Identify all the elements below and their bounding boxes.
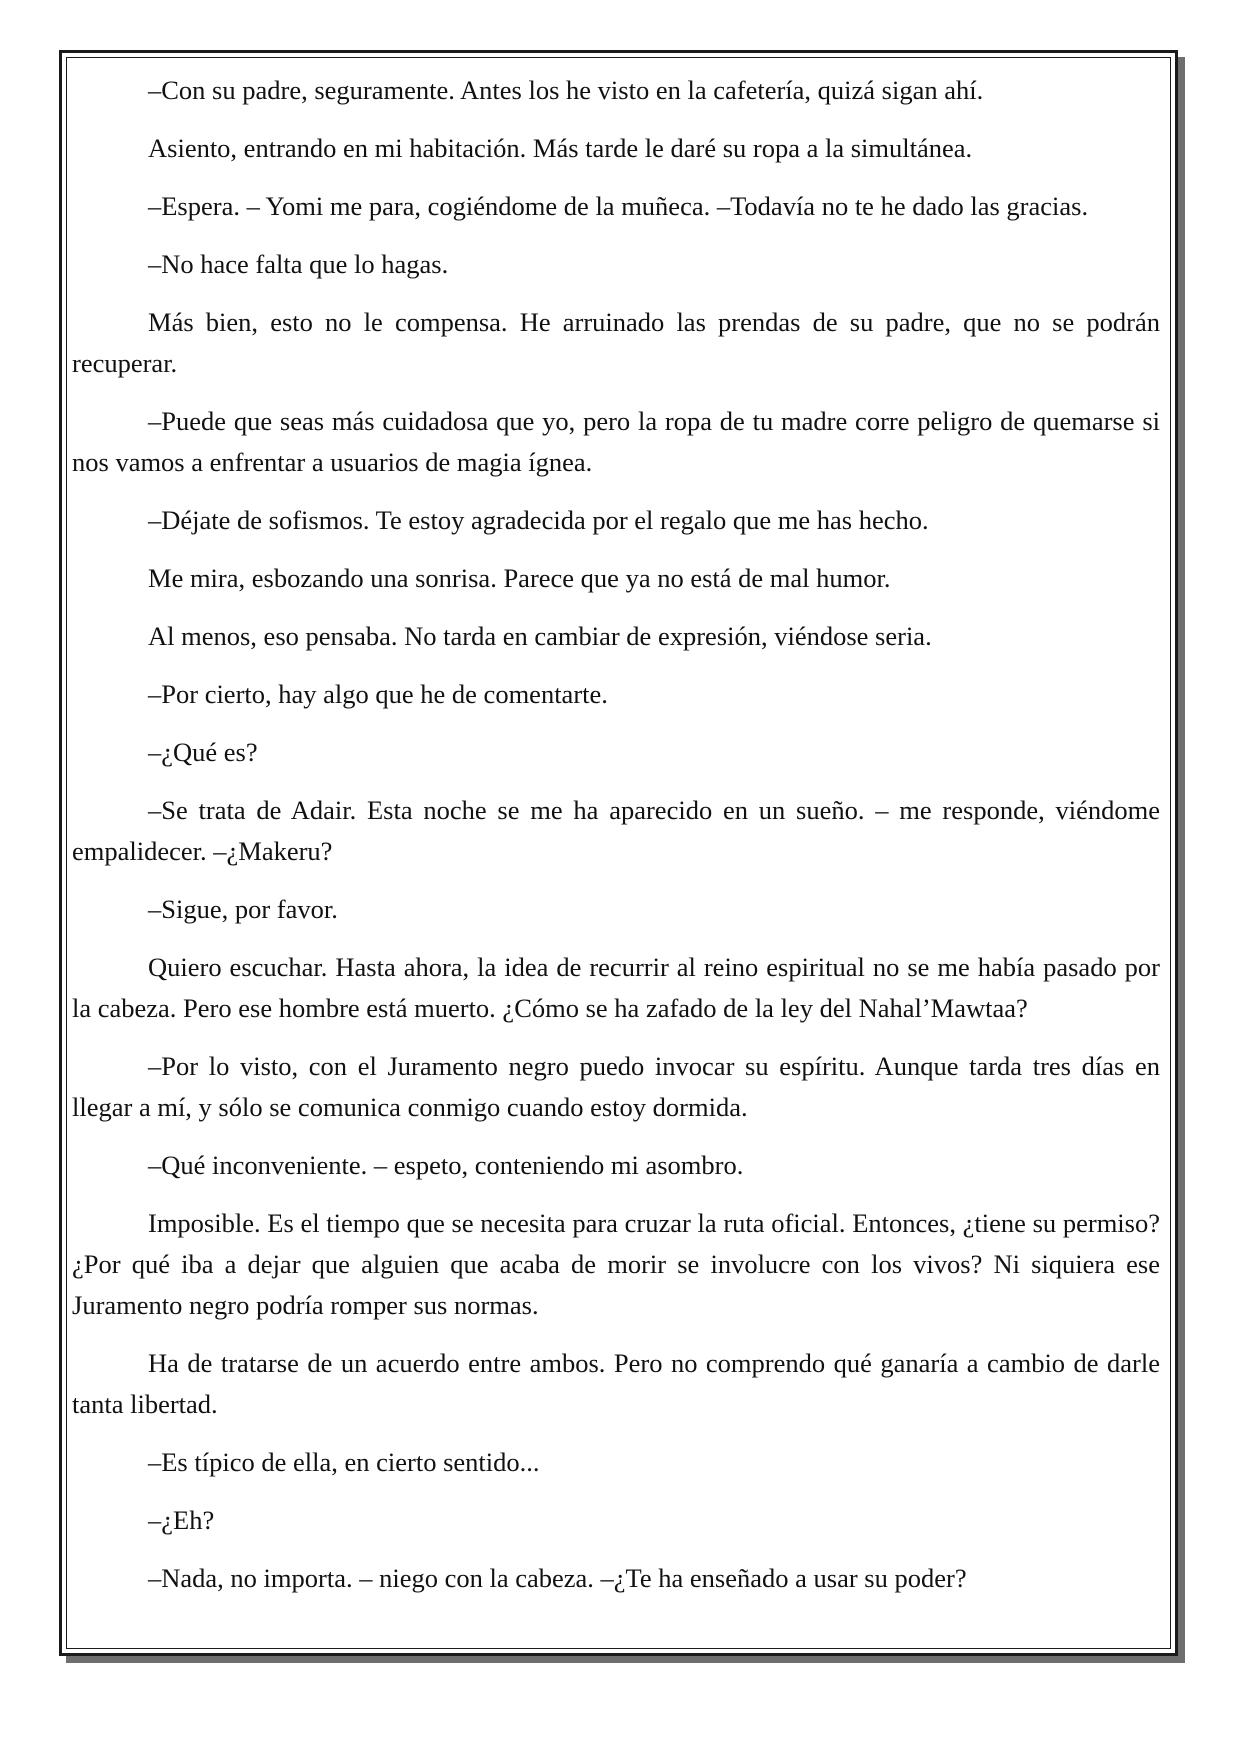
paragraph: –No hace falta que lo hagas. — [148, 249, 449, 279]
paragraph: –Espera. – Yomi me para, cogiéndome de la muñeca. –Todavía no te he dado las gracias. — [148, 191, 1089, 221]
document-body — [72, 70, 1160, 1616]
paragraph: –¿Qué es? — [148, 737, 258, 767]
paragraph: Ha de tratarse de un acuerdo entre ambos. Pero no comprendo qué ganaría a cambio de darle tanta libertad. — [72, 1348, 1160, 1419]
paragraph: –Por cierto, hay algo que he de comentarte. — [148, 679, 608, 709]
paragraph: –Por lo visto, con el Juramento negro puedo invocar su espíritu. Aunque tarda tres días en llegar a mí, y sólo se comunica conmigo cuando estoy dormida. — [72, 1051, 1160, 1122]
paragraph: –¿Eh? — [148, 1505, 215, 1535]
paragraph: Más bien, esto no le compensa. He arruinado las prendas de su padre, que no se podrán recuperar. — [72, 307, 1160, 378]
paragraph: Al menos, eso pensaba. No tarda en cambiar de expresión, viéndose seria. — [148, 621, 932, 651]
paragraph: Me mira, esbozando una sonrisa. Parece que ya no está de mal humor. — [148, 563, 891, 593]
paragraph: –Con su padre, seguramente. Antes los he visto en la cafetería, quizá sigan ahí. — [148, 75, 984, 105]
paragraph: Asiento, entrando en mi habitación. Más tarde le daré su ropa a la simultánea. — [148, 133, 973, 163]
paragraph: –Sigue, por favor. — [148, 894, 338, 924]
paragraph: –Nada, no importa. – niego con la cabeza. –¿Te ha enseñado a usar su poder? — [148, 1563, 967, 1593]
paragraph: Quiero escuchar. Hasta ahora, la idea de recurrir al reino espiritual no se me había pasado por la cabeza. Pero ese hombre está muerto. ¿Cómo se ha zafado de la ley del Nahal’Mawtaa? — [72, 952, 1160, 1023]
paragraph: –Es típico de ella, en cierto sentido... — [148, 1447, 540, 1477]
paragraph: –Déjate de sofismos. Te estoy agradecida por el regalo que me has hecho. — [148, 505, 929, 535]
paragraph: –Qué inconveniente. – espeto, conteniendo mi asombro. — [148, 1150, 744, 1180]
paragraph: Imposible. Es el tiempo que se necesita para cruzar la ruta oficial. Entonces, ¿tiene su permiso? ¿Por qué iba a dejar que alguien que acaba de morir se involucre con los vivos? Ni siquiera ese Juramento negro podría romper sus normas. — [72, 1208, 1160, 1320]
paragraph: –Puede que seas más cuidadosa que yo, pero la ropa de tu madre corre peligro de quemarse si nos vamos a enfrentar a usuarios de magia ígnea. — [72, 406, 1160, 477]
paragraph: –Se trata de Adair. Esta noche se me ha aparecido en un sueño. – me responde, viéndome empalidecer. –¿Makeru? — [72, 795, 1160, 866]
